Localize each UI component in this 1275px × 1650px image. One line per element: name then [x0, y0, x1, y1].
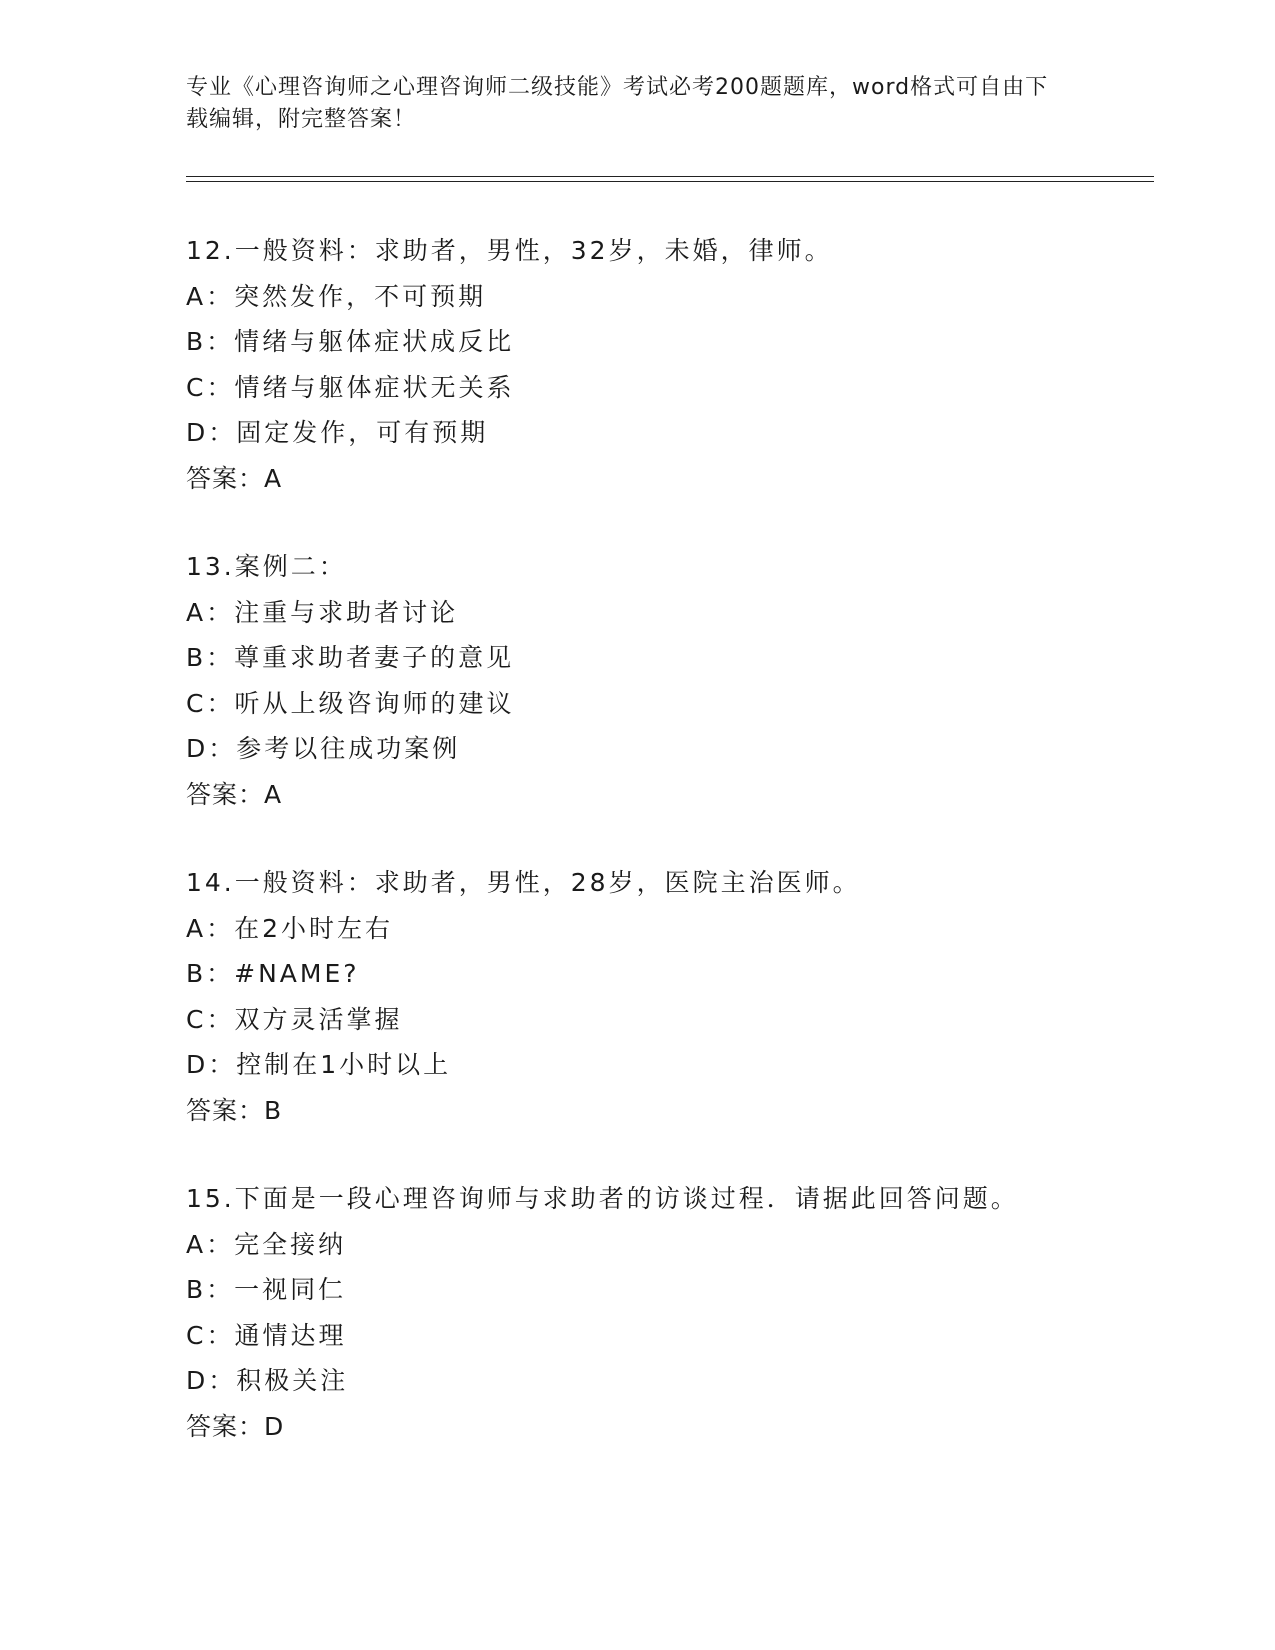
- option-b: B：情绪与躯体症状成反比: [186, 327, 515, 356]
- option-d: D：参考以往成功案例: [186, 734, 461, 763]
- question-12: [186, 228, 1146, 501]
- option-b: B：一视同仁: [186, 1275, 347, 1304]
- question-13: [186, 544, 1146, 817]
- option-a: A：完全接纳: [186, 1229, 347, 1259]
- option-a: A：在2小时左右: [186, 913, 394, 943]
- question-stem: 15.下面是一段心理咨询师与求助者的访谈过程．请据此回答问题。: [186, 1184, 1019, 1213]
- option-b: B：尊重求助者妻子的意见: [186, 643, 515, 672]
- option-d: D：固定发作，可有预期: [186, 418, 489, 447]
- answer: 答案：D: [186, 1411, 285, 1441]
- question-14: [186, 860, 1146, 1133]
- option-c: C：听从上级咨询师的建议: [186, 688, 515, 718]
- option-c: C：双方灵活掌握: [186, 1004, 403, 1034]
- option-d: D：控制在1小时以上: [186, 1050, 452, 1079]
- document-header: 专业《心理咨询师之心理咨询师二级技能》考试必考200题题库，word格式可自由下载编辑，附完整答案！: [186, 75, 1049, 132]
- question-stem: 14.一般资料：求助者，男性，28岁，医院主治医师。: [186, 868, 861, 897]
- question-stem: 13.案例二：: [186, 552, 347, 581]
- header-divider-bottom: [186, 181, 1154, 182]
- answer: 答案：A: [186, 463, 283, 493]
- question-15: [186, 1176, 1146, 1449]
- option-a: A：注重与求助者讨论: [186, 597, 459, 627]
- option-c: C：情绪与躯体症状无关系: [186, 372, 515, 402]
- option-d: D：积极关注: [186, 1366, 349, 1395]
- header-divider-top: [186, 176, 1154, 177]
- answer: 答案：B: [186, 1095, 283, 1125]
- option-b: B：#NAME?: [186, 959, 360, 988]
- question-stem: 12.一般资料：求助者，男性，32岁，未婚，律师。: [186, 236, 833, 265]
- option-a: A：突然发作，不可预期: [186, 281, 487, 311]
- option-c: C：通情达理: [186, 1320, 347, 1350]
- answer: 答案：A: [186, 779, 283, 809]
